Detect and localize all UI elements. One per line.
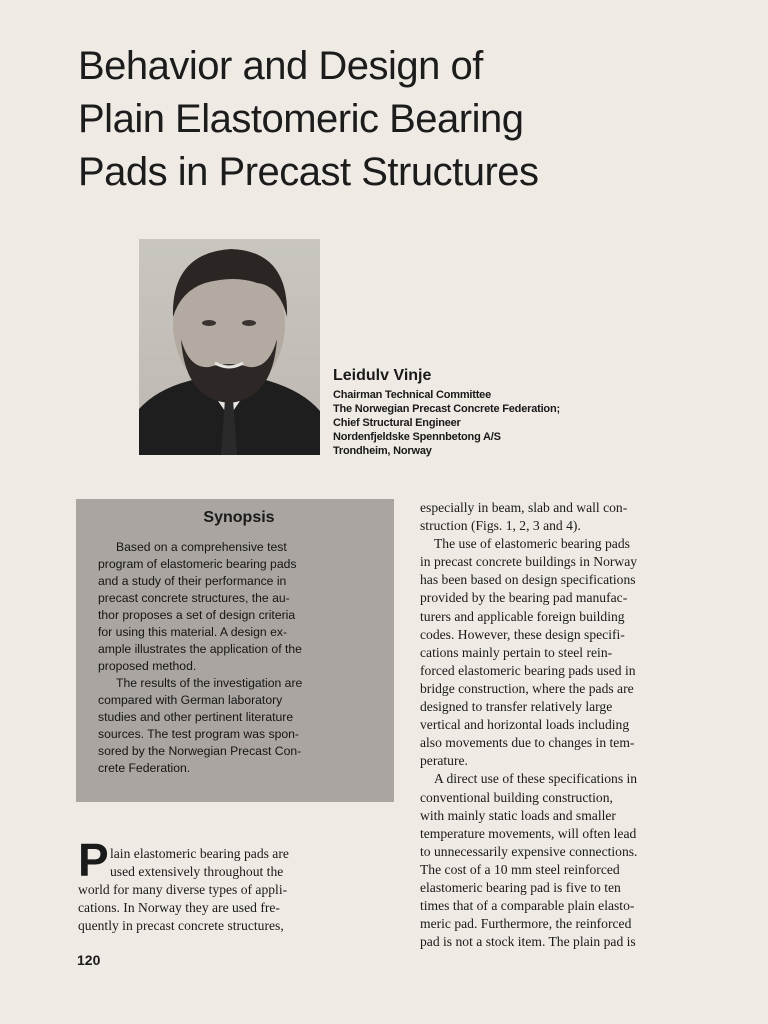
body-line: elastomeric bearing pad is five to ten <box>420 879 621 895</box>
article-title <box>78 40 718 199</box>
body-line: designed to transfer relatively large <box>420 699 613 715</box>
affiliation-line: Trondheim, Norway <box>333 445 432 457</box>
body-line: also movements due to changes in tem- <box>420 735 635 751</box>
body-line: The use of elastomeric bearing pads <box>434 536 630 552</box>
synopsis-box <box>76 499 394 802</box>
body-line: A direct use of these specifications in <box>434 771 638 787</box>
body-line: lain elastomeric bearing pads are <box>110 846 289 861</box>
affiliation-line: Nordenfjeldske Spennbetong A/S <box>333 431 501 443</box>
body-line: struction (Figs. 1, 2, 3 and 4). <box>420 518 581 534</box>
synopsis-line: studies and other pertinent literature <box>98 710 294 724</box>
body-line: meric pad. Furthermore, the reinforced <box>420 916 632 932</box>
body-line: used extensively throughout the <box>110 864 284 880</box>
title-line-2: Plain Elastomeric Bearing <box>78 97 524 141</box>
body-line: forced elastomeric bearing pads used in <box>420 662 636 678</box>
synopsis-line: The results of the investigation are <box>116 676 303 690</box>
body-line: provided by the bearing pad manufac- <box>420 590 628 606</box>
body-line: especially in beam, slab and wall con- <box>420 500 628 515</box>
synopsis-line: sources. The test program was spon- <box>98 727 299 741</box>
synopsis-line: and a study of their performance in <box>98 574 287 588</box>
body-line: in precast concrete buildings in Norway <box>420 554 638 570</box>
affiliation-line: Chairman Technical Committee <box>333 389 492 401</box>
body-line: to unnecessarily expensive connections. <box>420 843 638 859</box>
body-line: pad is not a stock item. The plain pad is <box>420 934 636 950</box>
body-line: quently in precast concrete structures, <box>78 918 284 934</box>
body-line: world for many diverse types of appli- <box>78 882 288 898</box>
body-line: The cost of a 10 mm steel reinforced <box>420 861 620 877</box>
body-text-right-column <box>420 499 738 951</box>
synopsis-line: precast concrete structures, the au- <box>98 591 290 605</box>
synopsis-line: for using this material. A design ex- <box>98 625 288 639</box>
synopsis-line: Based on a comprehensive test <box>116 540 287 554</box>
body-line: perature. <box>420 753 468 769</box>
synopsis-text <box>98 539 380 777</box>
synopsis-line: thor proposes a set of design criteria <box>98 608 296 622</box>
synopsis-line: program of elastomeric bearing pads <box>98 557 297 571</box>
title-line-1: Behavior and Design of <box>78 44 483 88</box>
synopsis-line: compared with German laboratory <box>98 693 283 707</box>
body-line: bridge construction, where the pads are <box>420 680 634 696</box>
author-photo <box>139 239 320 455</box>
synopsis-line: crete Federation. <box>98 761 191 775</box>
body-line: times that of a comparable plain elasto- <box>420 898 635 914</box>
title-line-3: Pads in Precast Structures <box>78 150 539 194</box>
body-line: cations. In Norway they are used fre- <box>78 900 280 916</box>
body-line: turers and applicable foreign building <box>420 608 625 624</box>
drop-cap: P <box>78 834 109 886</box>
body-text-left-column <box>78 845 394 935</box>
body-line: temperature movements, will often lead <box>420 825 637 841</box>
synopsis-line: ample illustrates the application of the <box>98 642 302 656</box>
body-line: codes. However, these design specifi- <box>420 626 625 642</box>
author-affiliation <box>333 388 673 458</box>
body-line: with mainly static loads and smaller <box>420 807 616 823</box>
author-block <box>333 366 673 458</box>
body-line: vertical and horizontal loads including <box>420 717 630 733</box>
author-name: Leidulv Vinje <box>333 367 432 384</box>
synopsis-heading: Synopsis <box>203 509 275 526</box>
affiliation-line: The Norwegian Precast Concrete Federation; <box>333 403 560 415</box>
page-number: 120 <box>77 952 101 968</box>
affiliation-line: Chief Structural Engineer <box>333 417 461 429</box>
synopsis-line: proposed method. <box>98 659 197 673</box>
synopsis-line: sored by the Norwegian Precast Con- <box>98 744 302 758</box>
body-line: has been based on design specifications <box>420 572 636 588</box>
body-line: cations mainly pertain to steel rein- <box>420 644 613 660</box>
body-line: conventional building construction, <box>420 789 613 805</box>
